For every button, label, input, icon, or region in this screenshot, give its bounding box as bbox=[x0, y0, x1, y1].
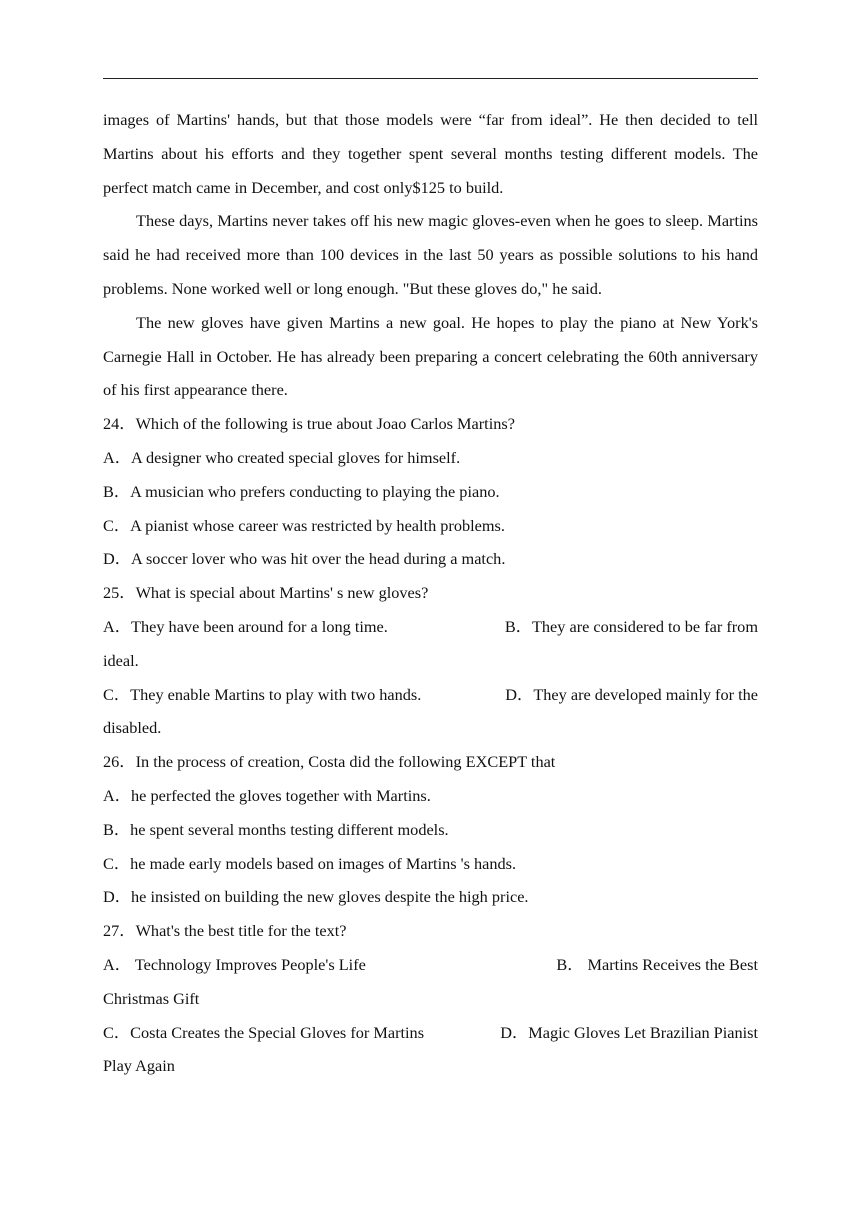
question-25-option-c: C．They enable Martins to play with two hands. bbox=[103, 684, 422, 704]
question-24-option-c: C．A pianist whose career was restricted by health problems. bbox=[103, 515, 505, 535]
question-27-row-cd bbox=[103, 1016, 758, 1050]
question-27-option-d: D．Magic Gloves Let Brazilian Pianist bbox=[500, 1022, 758, 1042]
question-25-option-b-continued: ideal. bbox=[103, 650, 139, 670]
question-25-option-a: A．They have been around for a long time. bbox=[103, 616, 388, 636]
question-24-stem: 24．Which of the following is true about Joao Carlos Martins? bbox=[103, 414, 515, 434]
question-26-option-c: C．he made early models based on images of Martins 's hands. bbox=[103, 853, 517, 873]
question-27-option-a: A． Technology Improves People's Life bbox=[103, 954, 366, 974]
question-25-option-b: B．They are considered to be far from bbox=[504, 616, 758, 636]
question-25 bbox=[103, 576, 758, 745]
question-27-option-b: B． Martins Receives the Best bbox=[556, 954, 758, 974]
question-27-stem: 27．What's the best title for the text? bbox=[103, 921, 347, 941]
passage-paragraph-3: The new gloves have given Martins a new goal. He hopes to play the piano at New York's Carnegie Hall in October. He has already been preparing a concert celebrating the 60th anniversary of his first appearance there. bbox=[103, 312, 758, 400]
passage-paragraph-1: images of Martins' hands, but that those models were “far from ideal”. He then decided to tell Martins about his efforts and they together spent several months testing different models. The perfect match came in December, and cost only$125 to build. bbox=[103, 110, 758, 197]
question-24-option-a: A．A designer who created special gloves for himself. bbox=[103, 447, 461, 467]
question-24-option-d: D．A soccer lover who was hit over the head during a match. bbox=[103, 549, 506, 569]
question-25-row-ab bbox=[103, 610, 758, 644]
question-27-option-d-continued: Play Again bbox=[103, 1056, 175, 1076]
question-25-option-d: D．They are developed mainly for the bbox=[505, 684, 758, 704]
question-26-option-a: A．he perfected the gloves together with Martins. bbox=[103, 785, 431, 805]
question-27-option-b-continued: Christmas Gift bbox=[103, 988, 200, 1008]
question-24 bbox=[103, 407, 758, 576]
question-25-stem: 25．What is special about Martins' s new gloves? bbox=[103, 583, 429, 603]
question-26-stem: 26．In the process of creation, Costa did the following EXCEPT that bbox=[103, 752, 556, 772]
question-27 bbox=[103, 914, 758, 1083]
question-26-option-b: B．he spent several months testing different models. bbox=[103, 819, 449, 839]
question-26 bbox=[103, 745, 758, 914]
question-26-option-d: D．he insisted on building the new gloves despite the high price. bbox=[103, 887, 529, 907]
page-content bbox=[103, 103, 758, 1083]
question-25-row-cd bbox=[103, 678, 758, 712]
passage-paragraph-2: These days, Martins never takes off his new magic gloves-even when he goes to sleep. Martins said he had received more than 100 devices in the last 50 years as possible solutions to his hand problems. None worked well or long enough. "But these gloves do," he said. bbox=[103, 211, 758, 298]
header-rule bbox=[103, 78, 758, 79]
question-25-option-d-continued: disabled. bbox=[103, 718, 162, 738]
question-24-option-b: B．A musician who prefers conducting to playing the piano. bbox=[103, 481, 500, 501]
question-27-row-ab bbox=[103, 948, 758, 982]
question-27-option-c: C．Costa Creates the Special Gloves for Martins bbox=[103, 1022, 425, 1042]
